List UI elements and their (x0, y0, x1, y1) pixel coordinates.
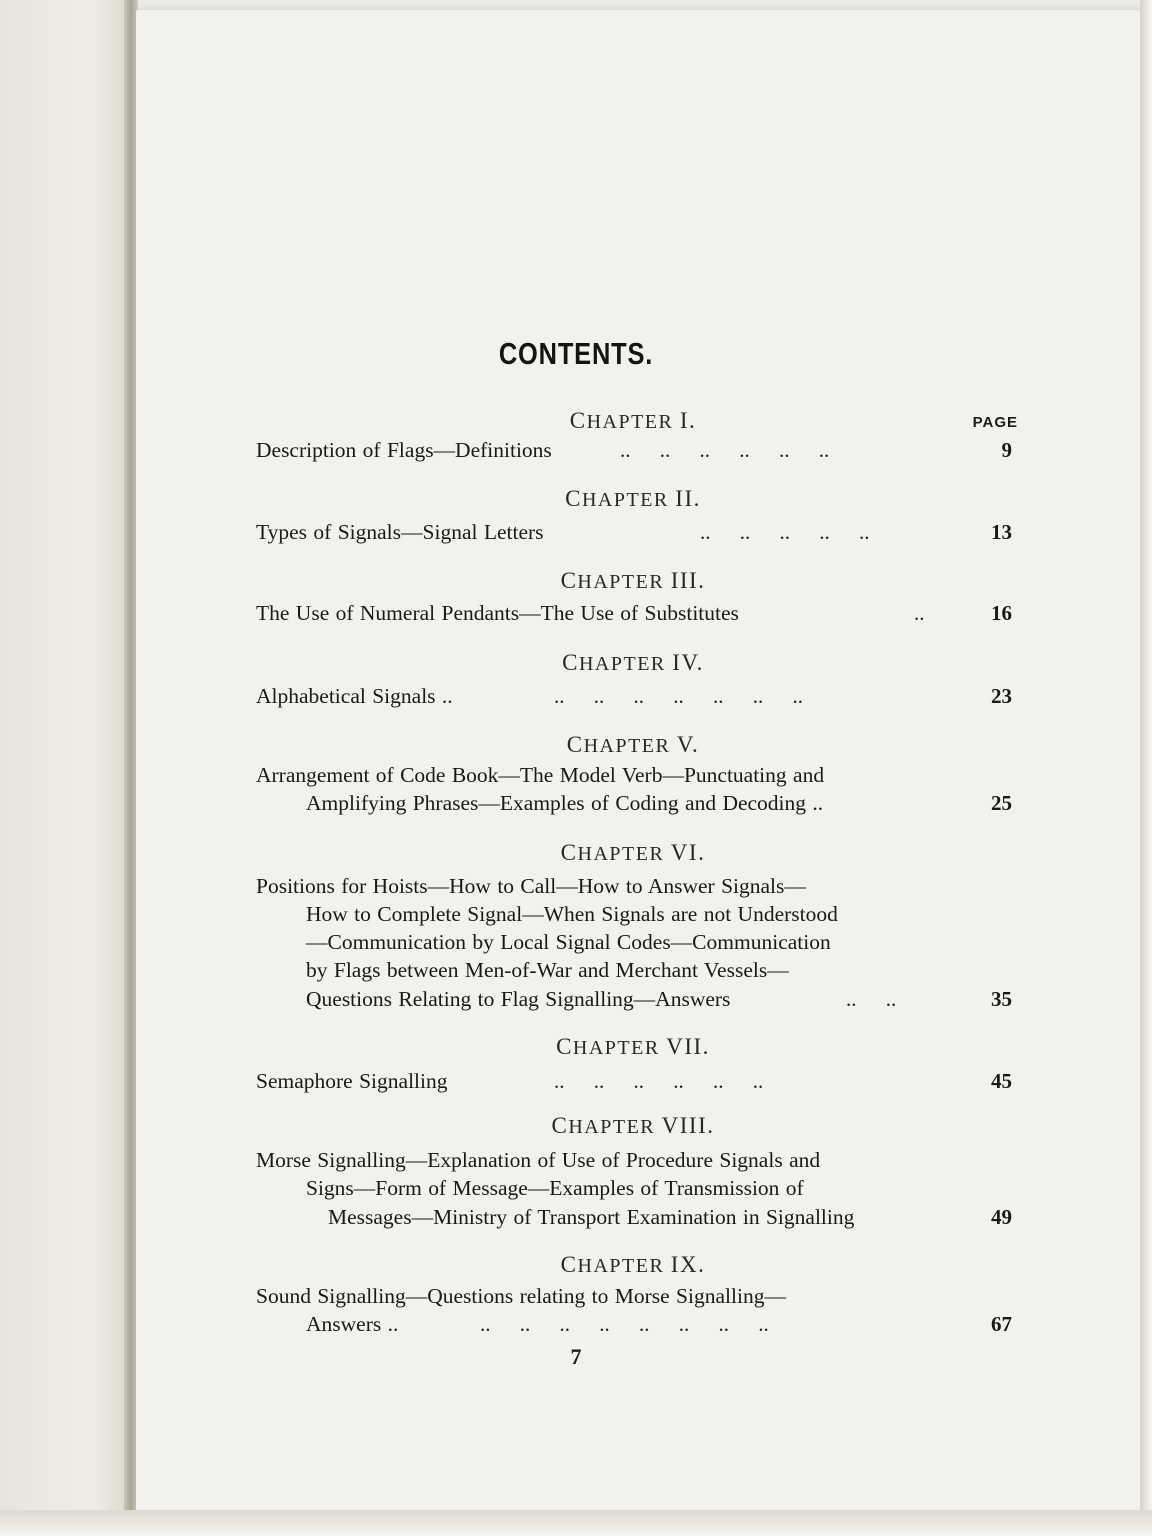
contents-heading: CONTENTS. (498, 336, 654, 371)
toc-entry-text: by Flags between Men-of-War and Merchant Vessels— (306, 958, 789, 982)
chapter-heading: CHAPTER I. (569, 408, 697, 433)
page-number: 45 (991, 1069, 1012, 1093)
leader-dots: .. .. .. .. .. (700, 520, 870, 544)
page-number: 23 (991, 684, 1012, 708)
page-number: 13 (991, 520, 1012, 544)
toc-entry-text: Amplifying Phrases—Examples of Coding and Decoding .. (306, 791, 824, 815)
leader-dots: .. .. .. .. .. .. .. .. (480, 1312, 769, 1336)
facing-page (0, 0, 132, 1536)
toc-entry-text: Questions Relating to Flag Signalling—Answers (306, 987, 731, 1011)
chapter-heading: CHAPTER II. (565, 486, 701, 511)
page-number: 9 (1001, 438, 1012, 462)
page-number: 49 (991, 1205, 1012, 1229)
chapter-heading: CHAPTER III. (560, 568, 706, 593)
page-number: 25 (991, 791, 1012, 815)
toc-entry-text: Morse Signalling—Explanation of Use of Procedure Signals and (256, 1148, 821, 1172)
toc-entry-text: Answers .. (306, 1312, 399, 1336)
toc-entry-text: Sound Signalling—Questions relating to Morse Signalling— (256, 1284, 786, 1308)
toc-entry-text: Signs—Form of Message—Examples of Transmission of (306, 1176, 804, 1200)
chapter-heading: CHAPTER VII. (556, 1034, 710, 1059)
page-number: 67 (991, 1312, 1012, 1336)
page-column-label: PAGE (972, 414, 1018, 431)
toc-entry-text: Positions for Hoists—How to Call—How to Answer Signals— (256, 874, 806, 898)
toc-entry-text: Alphabetical Signals .. (256, 684, 453, 708)
toc-entry-text: Arrangement of Code Book—The Model Verb—Punctuating and (256, 763, 825, 787)
leader-dots: .. .. .. .. .. .. (554, 1069, 764, 1093)
chapter-heading: CHAPTER IX. (560, 1252, 706, 1277)
leader-dots: .. .. .. .. .. .. (620, 438, 830, 462)
chapter-heading: CHAPTER V. (566, 732, 700, 757)
toc-entry-text: Description of Flags—Definitions (256, 438, 552, 462)
toc-entry-text: Semaphore Signalling (256, 1069, 448, 1093)
chapter-heading: CHAPTER IV. (562, 650, 704, 675)
table-surface (0, 1510, 1152, 1536)
toc-entry-text: How to Complete Signal—When Signals are not Understood (306, 902, 838, 926)
leader-dots: .. (914, 601, 925, 625)
page-edge (1140, 0, 1152, 1536)
toc-entry-text: The Use of Numeral Pendants—The Use of Substitutes (256, 601, 739, 625)
page-number: 35 (991, 987, 1012, 1011)
chapter-heading: CHAPTER VIII. (551, 1113, 715, 1138)
toc-entry-text: Types of Signals—Signal Letters (256, 520, 544, 544)
leader-dots: .. .. .. .. .. .. .. (554, 684, 803, 708)
toc-entry-text: —Communication by Local Signal Codes—Communication (306, 930, 831, 954)
chapter-heading: CHAPTER VI. (560, 840, 706, 865)
leader-dots: .. .. (846, 987, 897, 1011)
toc-entry-text: Messages—Ministry of Transport Examination in Signalling (328, 1205, 855, 1229)
page-folio-number: 7 (570, 1344, 582, 1369)
page-number: 16 (991, 601, 1012, 625)
